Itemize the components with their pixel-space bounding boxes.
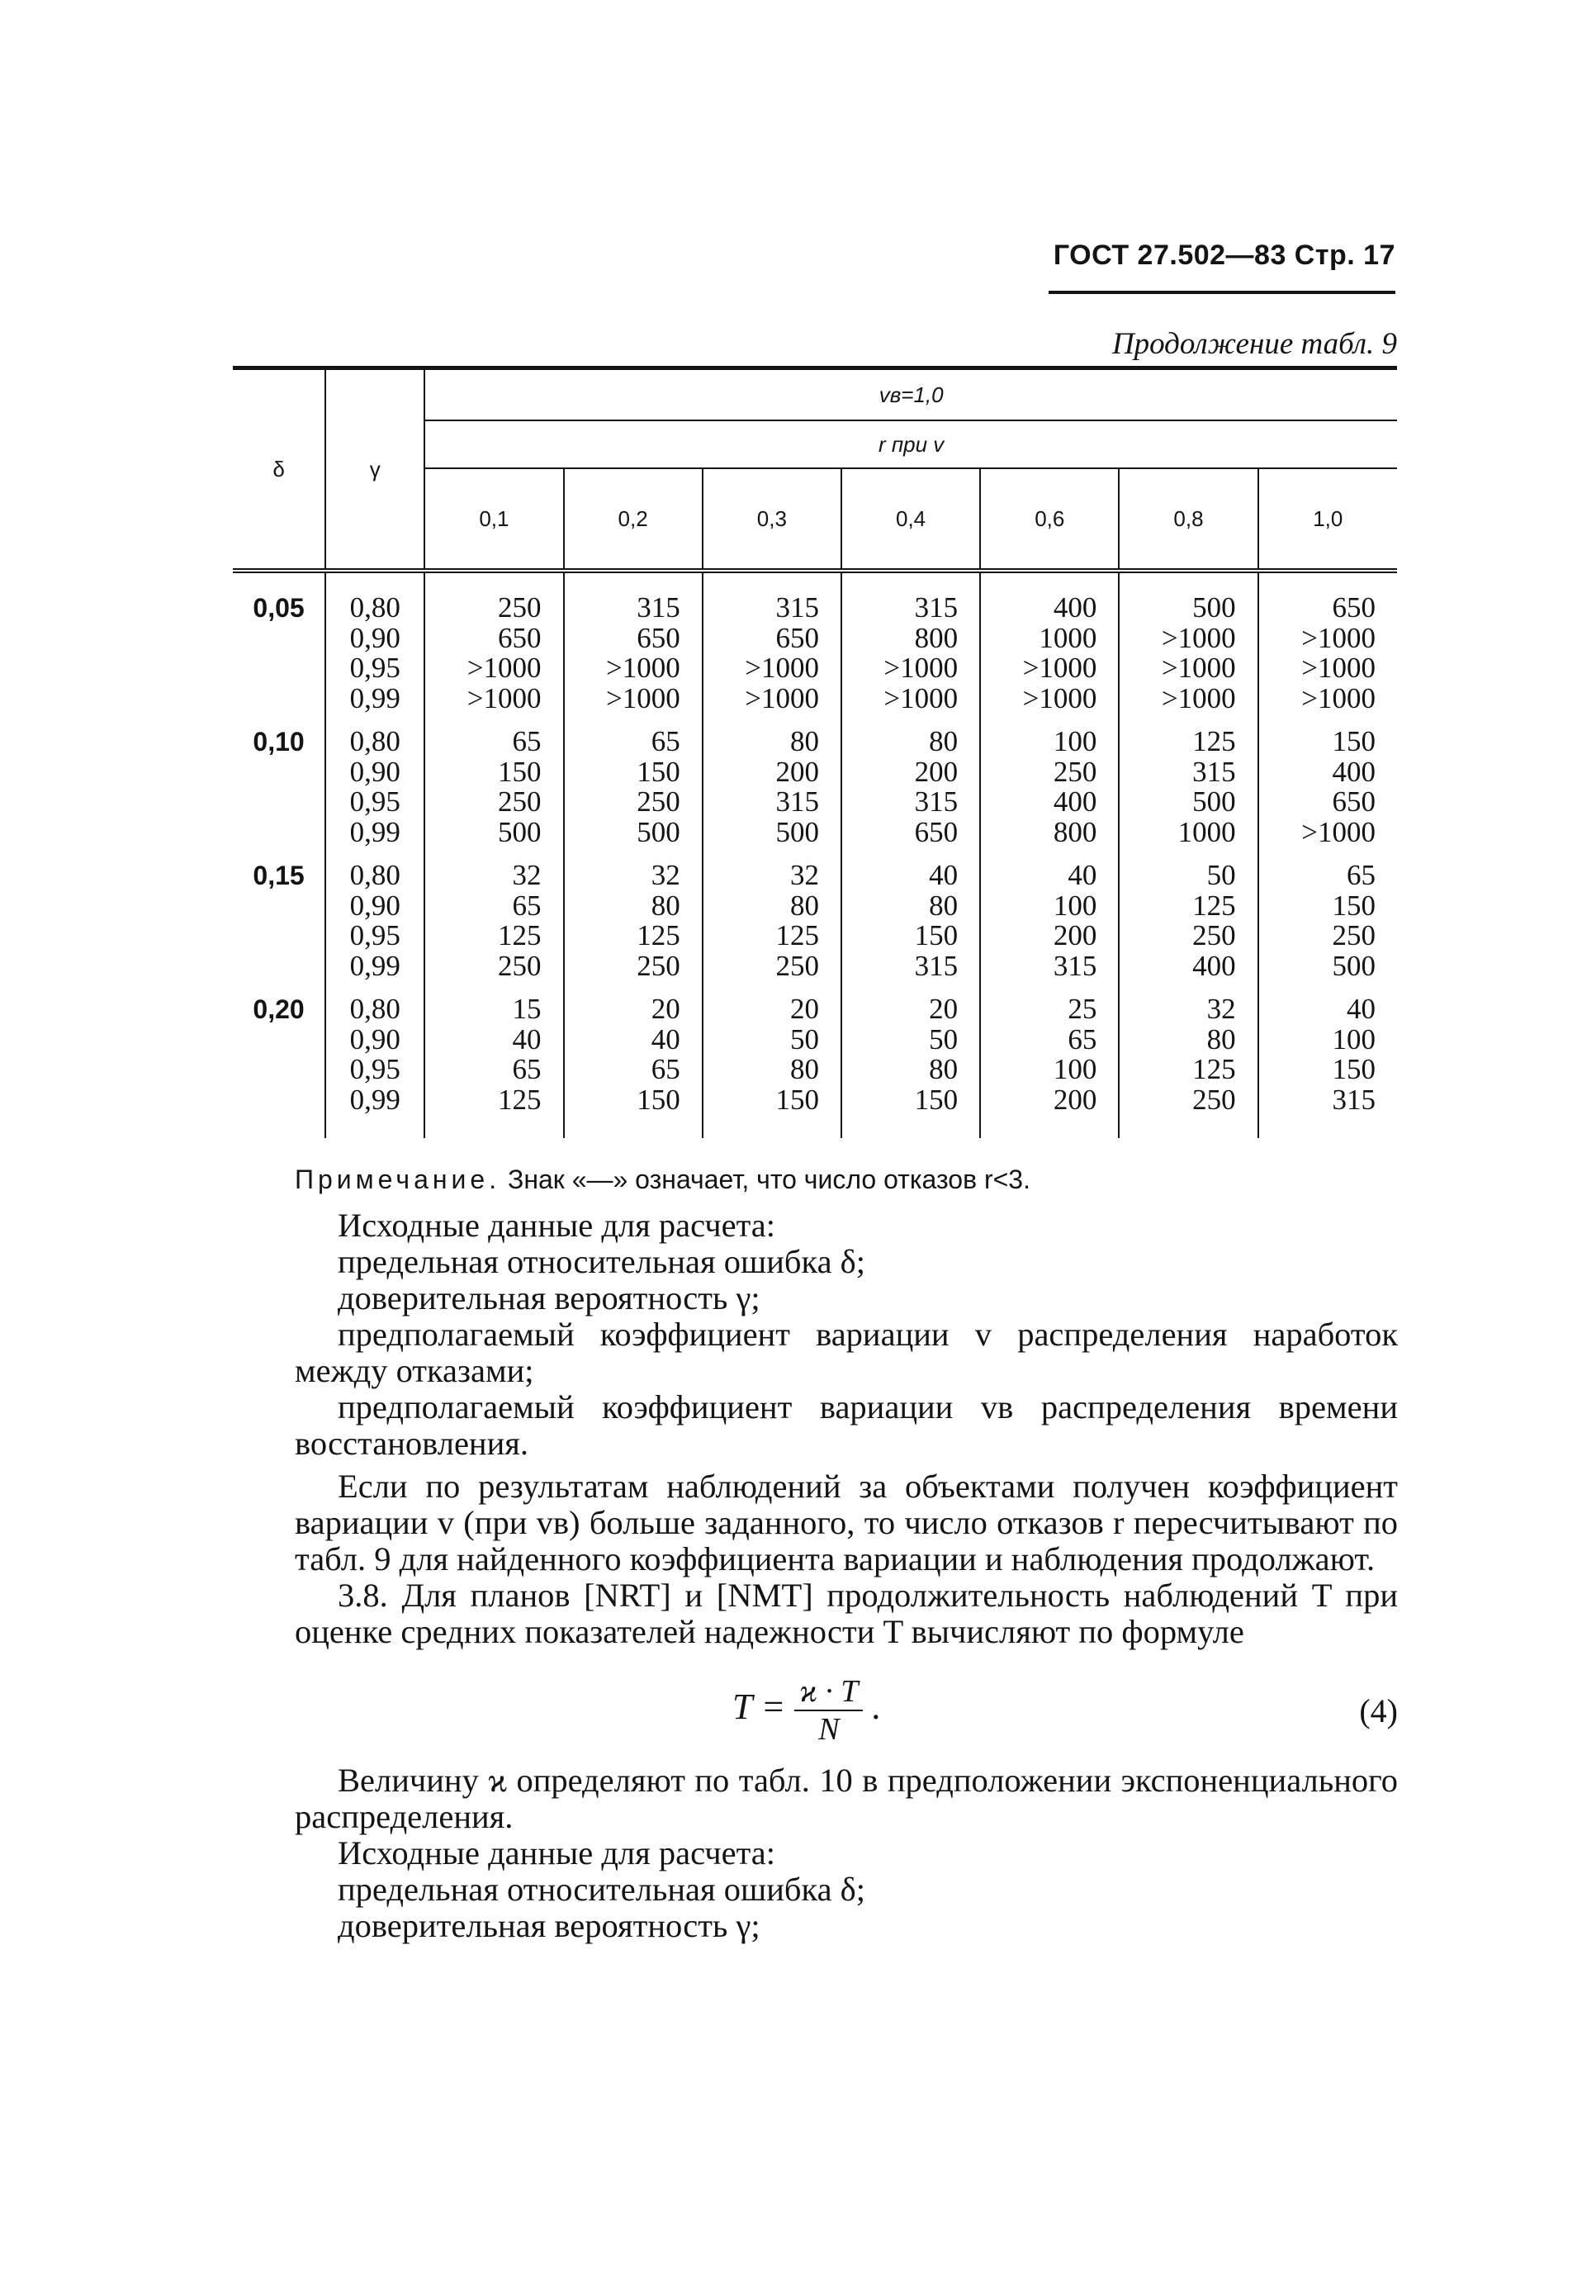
r-value: 800 xyxy=(1053,815,1097,848)
r-value: 15 xyxy=(512,993,542,1025)
gamma-cell xyxy=(325,847,424,981)
r-value: 400 xyxy=(1053,785,1097,818)
value-cell xyxy=(980,847,1119,981)
r-value: 315 xyxy=(914,785,959,818)
note-label: Примечание. xyxy=(295,1165,501,1194)
r-value: >1000 xyxy=(1161,681,1236,714)
r-value: 80 xyxy=(929,1053,959,1085)
r-value: 65 xyxy=(512,725,542,757)
r-value: 200 xyxy=(1053,1083,1097,1116)
value-cell xyxy=(841,714,980,847)
table-note xyxy=(295,1165,1398,1195)
table-row xyxy=(233,847,1397,981)
header-v-value: 0,4 xyxy=(841,468,980,571)
r-value: 650 xyxy=(1332,591,1376,624)
value-cell xyxy=(703,571,841,714)
header-delta: δ xyxy=(233,368,325,572)
r-value: 40 xyxy=(651,1022,680,1055)
formula-lhs: T = xyxy=(732,1686,786,1728)
gamma-cell xyxy=(325,981,424,1138)
r-value: 250 xyxy=(1053,755,1097,788)
r-value: 40 xyxy=(1347,993,1376,1025)
r-value: 80 xyxy=(929,889,959,922)
value-cell xyxy=(1119,981,1257,1138)
value-cell xyxy=(841,847,980,981)
r-value: 80 xyxy=(789,725,819,757)
table-row xyxy=(233,714,1397,847)
value-cell xyxy=(841,981,980,1138)
r-value: 25 xyxy=(1068,993,1097,1025)
value-cell xyxy=(424,981,563,1138)
value-cell xyxy=(424,571,563,714)
r-value: 125 xyxy=(1192,1053,1236,1085)
r-value: >1000 xyxy=(466,681,542,714)
gamma-value: 0,99 xyxy=(349,815,400,848)
r-value: >1000 xyxy=(1301,681,1376,714)
r-value: >1000 xyxy=(1161,652,1236,684)
r-value: 100 xyxy=(1053,1053,1097,1085)
gamma-value: 0,95 xyxy=(349,919,400,951)
r-value: 80 xyxy=(929,725,959,757)
header-gamma: γ xyxy=(325,368,424,572)
r-value: 250 xyxy=(1192,919,1236,951)
r-value: 150 xyxy=(637,1083,680,1116)
r-value: 32 xyxy=(1206,993,1236,1025)
paragraph-kappa: Величину ϰ определяют по табл. 10 в предположении экспоненциального распределения. xyxy=(295,1762,1398,1835)
formula-fraction xyxy=(794,1673,863,1748)
value-cell xyxy=(703,714,841,847)
r-value: 400 xyxy=(1332,755,1376,788)
gamma-value: 0,99 xyxy=(349,949,400,982)
r-value: 315 xyxy=(775,785,819,818)
body-text xyxy=(295,1207,1398,1944)
r-value: 150 xyxy=(1332,1053,1376,1085)
value-cell xyxy=(1258,847,1397,981)
r-value: 650 xyxy=(914,815,959,848)
gamma-value: 0,90 xyxy=(349,1022,400,1055)
r-value: 100 xyxy=(1332,1022,1376,1055)
r-value: >1000 xyxy=(1161,621,1236,654)
formula-4 xyxy=(295,1658,1398,1758)
r-value: 125 xyxy=(498,1083,542,1116)
value-cell xyxy=(564,981,703,1138)
note-text: Знак «—» означает, что число отказов r<3. xyxy=(508,1165,1030,1194)
table-continuation-label: Продолжение табл. 9 xyxy=(1111,327,1397,361)
r-value: 50 xyxy=(929,1022,959,1055)
value-cell xyxy=(980,981,1119,1138)
r-value: 40 xyxy=(929,859,959,891)
header-v-value: 0,3 xyxy=(703,468,841,571)
r-value: 1000 xyxy=(1177,815,1236,848)
gamma-value: 0,95 xyxy=(349,785,400,818)
r-value: 315 xyxy=(914,591,959,624)
gamma-value: 0,90 xyxy=(349,889,400,922)
r-value: 400 xyxy=(1192,949,1236,982)
r-value: 40 xyxy=(1068,859,1097,891)
r-value: 150 xyxy=(914,1083,959,1116)
gamma-value: 0,95 xyxy=(349,1053,400,1085)
header-vb: vв=1,0 xyxy=(424,368,1397,421)
formula-numerator: ϰ · T xyxy=(794,1673,863,1711)
r-value: 65 xyxy=(1068,1022,1097,1055)
gamma-value: 0,80 xyxy=(349,725,400,757)
r-value: 50 xyxy=(789,1022,819,1055)
header-v-value: 0,8 xyxy=(1119,468,1257,571)
value-cell xyxy=(703,981,841,1138)
r-value: >1000 xyxy=(745,652,819,684)
paragraph-input-data-2: Исходные данные для расчета: xyxy=(338,1834,776,1871)
r-value: >1000 xyxy=(605,652,680,684)
gamma-cell xyxy=(325,714,424,847)
r-value: 250 xyxy=(498,949,542,982)
gamma-value: 0,90 xyxy=(349,621,400,654)
paragraph-delta: предельная относительная ошибка δ; xyxy=(338,1243,866,1280)
r-value: 80 xyxy=(789,889,819,922)
reliability-table xyxy=(233,366,1397,1138)
r-value: 250 xyxy=(637,949,680,982)
r-value: 65 xyxy=(651,725,680,757)
r-value: 150 xyxy=(498,755,542,788)
r-value: 100 xyxy=(1053,725,1097,757)
paragraph-3-8: 3.8. Для планов [NRT] и [NMT] продолжительность наблюдений T при оценке средних показателей надежности T вычисляют по формуле xyxy=(295,1577,1398,1650)
r-value: 315 xyxy=(1053,949,1097,982)
gamma-value: 0,80 xyxy=(349,591,400,624)
r-value: 32 xyxy=(789,859,819,891)
value-cell xyxy=(1258,981,1397,1138)
r-value: 150 xyxy=(775,1083,819,1116)
r-value: >1000 xyxy=(883,652,959,684)
value-cell xyxy=(841,571,980,714)
r-value: 315 xyxy=(1332,1083,1376,1116)
r-value: >1000 xyxy=(466,652,542,684)
r-value: >1000 xyxy=(1301,815,1376,848)
r-value: 32 xyxy=(651,859,680,891)
r-value: >1000 xyxy=(745,681,819,714)
r-value: 650 xyxy=(1332,785,1376,818)
r-value: 200 xyxy=(914,755,959,788)
r-value: 20 xyxy=(929,993,959,1025)
gamma-value: 0,90 xyxy=(349,755,400,788)
r-value: >1000 xyxy=(1301,652,1376,684)
r-value: 800 xyxy=(914,621,959,654)
r-value: >1000 xyxy=(1301,621,1376,654)
value-cell xyxy=(1119,847,1257,981)
r-value: 315 xyxy=(914,949,959,982)
formula-number: (4) xyxy=(1359,1692,1398,1729)
value-cell xyxy=(1119,714,1257,847)
value-cell xyxy=(564,847,703,981)
r-value: 500 xyxy=(1192,785,1236,818)
r-value: 125 xyxy=(775,919,819,951)
gamma-cell xyxy=(325,571,424,714)
r-value: 150 xyxy=(1332,725,1376,757)
r-value: 200 xyxy=(775,755,819,788)
r-value: 65 xyxy=(651,1053,680,1085)
value-cell xyxy=(703,847,841,981)
paragraph-gamma: доверительная вероятность γ; xyxy=(338,1279,760,1316)
r-value: 100 xyxy=(1053,889,1097,922)
r-value: 150 xyxy=(637,755,680,788)
header-rule xyxy=(1049,291,1395,294)
delta-cell: 0,10 xyxy=(253,727,305,757)
r-value: 250 xyxy=(775,949,819,982)
r-value: 315 xyxy=(1192,755,1236,788)
value-cell xyxy=(1119,571,1257,714)
r-value: 50 xyxy=(1206,859,1236,891)
r-value: 250 xyxy=(498,785,542,818)
r-value: 125 xyxy=(637,919,680,951)
value-cell xyxy=(980,714,1119,847)
gamma-value: 0,95 xyxy=(349,652,400,684)
r-value: >1000 xyxy=(883,681,959,714)
value-cell xyxy=(564,571,703,714)
delta-cell: 0,20 xyxy=(253,994,305,1024)
r-value: 250 xyxy=(498,591,542,624)
r-value: 32 xyxy=(512,859,542,891)
gamma-value: 0,80 xyxy=(349,859,400,891)
r-value: 650 xyxy=(637,621,680,654)
r-value: 80 xyxy=(789,1053,819,1085)
gamma-value: 0,80 xyxy=(349,993,400,1025)
running-header: ГОСТ 27.502—83 Стр. 17 xyxy=(1053,240,1395,271)
paragraph-input-data: Исходные данные для расчета: xyxy=(338,1207,776,1244)
r-value: 500 xyxy=(775,815,819,848)
r-value: 150 xyxy=(914,919,959,951)
formula-denominator: N xyxy=(818,1712,840,1747)
paragraph-vb: предполагаемый коэффициент вариации vв распределения времени восстановления. xyxy=(295,1388,1398,1462)
r-value: 20 xyxy=(789,993,819,1025)
header-v-value: 0,2 xyxy=(564,468,703,571)
paragraph-gamma-2: доверительная вероятность γ; xyxy=(338,1907,760,1944)
gamma-value: 0,99 xyxy=(349,1083,400,1116)
r-value: 125 xyxy=(498,919,542,951)
value-cell xyxy=(424,847,563,981)
r-value: 65 xyxy=(1347,859,1376,891)
r-value: 650 xyxy=(498,621,542,654)
r-value: 500 xyxy=(637,815,680,848)
paragraph-v: предполагаемый коэффициент вариации v распределения наработок между отказами; xyxy=(295,1316,1398,1389)
value-cell xyxy=(1258,714,1397,847)
delta-cell: 0,05 xyxy=(253,593,305,623)
formula-trail: . xyxy=(872,1686,882,1728)
header-v-value: 0,1 xyxy=(424,468,563,571)
value-cell xyxy=(424,714,563,847)
r-value: 250 xyxy=(1332,919,1376,951)
r-value: 40 xyxy=(512,1022,542,1055)
gamma-value: 0,99 xyxy=(349,681,400,714)
r-value: 250 xyxy=(1192,1083,1236,1116)
header-v-value: 0,6 xyxy=(980,468,1119,571)
r-value: 65 xyxy=(512,1053,542,1085)
r-value: 200 xyxy=(1053,919,1097,951)
table-row xyxy=(233,571,1397,714)
value-cell xyxy=(1258,571,1397,714)
r-value: 80 xyxy=(1206,1022,1236,1055)
r-value: 315 xyxy=(775,591,819,624)
r-value: >1000 xyxy=(1022,652,1097,684)
r-value: 80 xyxy=(651,889,680,922)
header-r-by-v: r при v xyxy=(424,420,1397,468)
delta-cell: 0,15 xyxy=(253,861,305,890)
r-value: 315 xyxy=(637,591,680,624)
r-value: 20 xyxy=(651,993,680,1025)
r-value: >1000 xyxy=(605,681,680,714)
r-value: 65 xyxy=(512,889,542,922)
r-value: 150 xyxy=(1332,889,1376,922)
value-cell xyxy=(980,571,1119,714)
r-value: 500 xyxy=(1332,949,1376,982)
r-value: 500 xyxy=(498,815,542,848)
r-value: 400 xyxy=(1053,591,1097,624)
r-value: 650 xyxy=(775,621,819,654)
paragraph-delta-2: предельная относительная ошибка δ; xyxy=(338,1871,866,1908)
r-value: 125 xyxy=(1192,889,1236,922)
formula-expression xyxy=(732,1673,881,1748)
r-value: 1000 xyxy=(1039,621,1097,654)
header-v-value: 1,0 xyxy=(1258,468,1397,571)
paragraph-recalc: Если по результатам наблюдений за объектами получен коэффициент вариации v (при vв) больше заданного, то число отказов r пересчитывают по табл. 9 для найденного коэффициента вариации и наблюдения продолжают. xyxy=(295,1468,1398,1577)
r-value: 125 xyxy=(1192,725,1236,757)
value-cell xyxy=(564,714,703,847)
r-value: >1000 xyxy=(1022,681,1097,714)
r-value: 500 xyxy=(1192,591,1236,624)
r-value: 250 xyxy=(637,785,680,818)
table-row xyxy=(233,981,1397,1138)
